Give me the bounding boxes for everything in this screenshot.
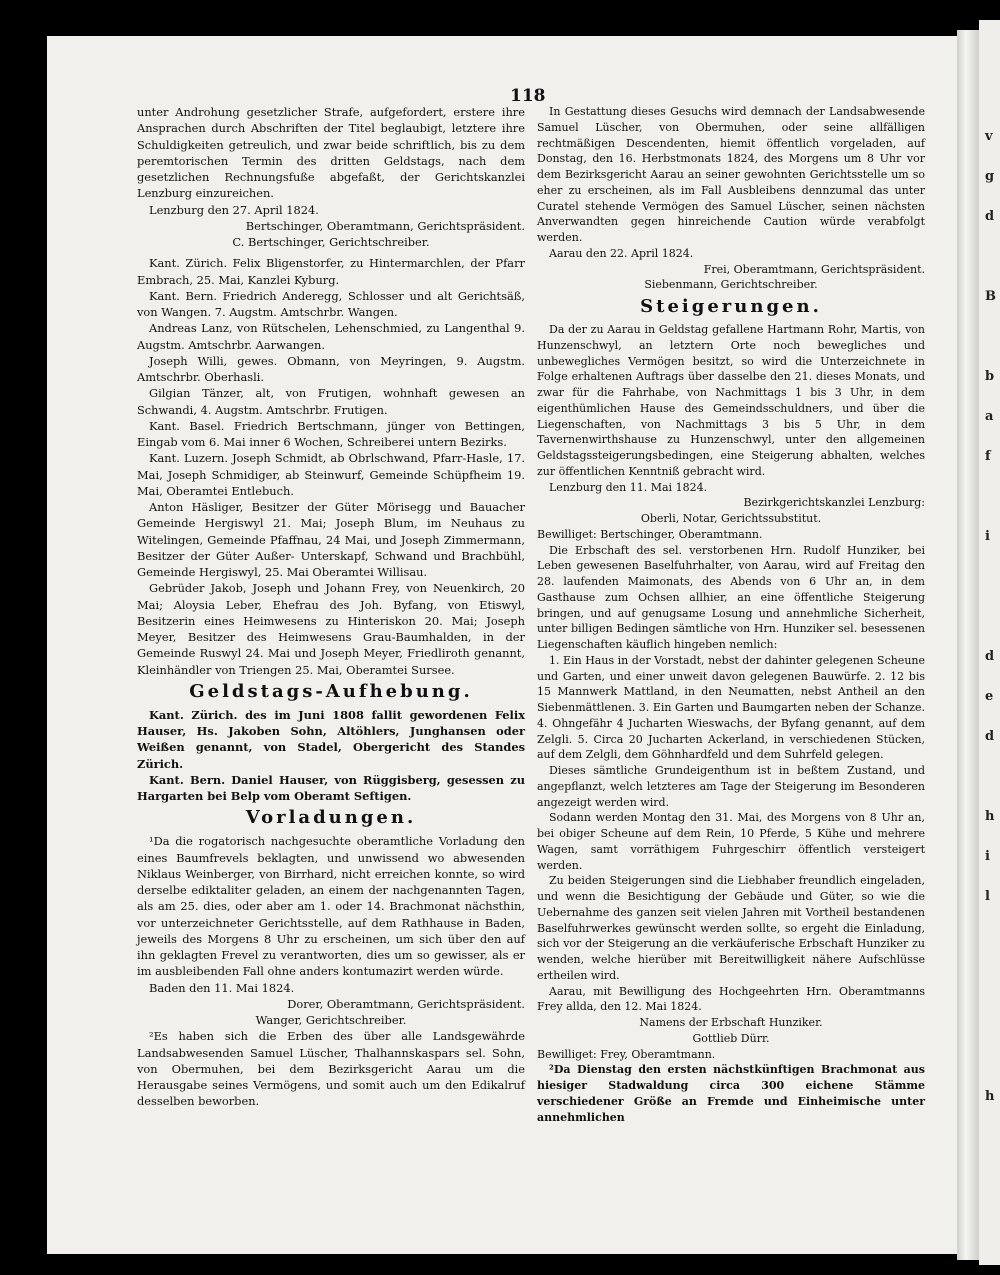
list-item: Kant. Basel. Friedrich Bertschmann, jünger von Bettingen, Eingab vom 6. Mai inner 6 Wochen, Schreiberei untern Bezirks.: [137, 418, 525, 449]
edge-letter: i: [985, 529, 990, 544]
section-heading: Geldstags-Aufhebung.: [189, 680, 473, 702]
edge-letter: a: [985, 409, 994, 424]
notice-paragraph: Aarau, mit Bewilligung des Hochgeehrten Hrn. Oberamtmanns Frey allda, den 12. Mai 1824.: [537, 984, 925, 1014]
list-item: Gebrüder Jakob, Joseph und Johann Frey, von Neuenkirch, 20 Mai; Aloysia Leber, Ehefrau des Joh. Byfang, von Etiswyl, Besitzerin eines Heimwesens zu Hinteriskon 20. Mai; Joseph Meyer, Besitzer des Heimwesens Grau-Baumhalden, in der Gemeinde Ruswyl 24. Mai und Joseph Meyer, Friedliroth genannt, Kleinhändler von Triengen 25. Mai, Oberamtei Sursee.: [137, 581, 525, 677]
list-item: Andreas Lanz, von Rütschelen, Lehenschmied, zu Langenthal 9. Augstm. Amtschrbr. Aarwangen.: [137, 321, 525, 352]
signature: Wanger, Gerichtschreiber.: [255, 1013, 407, 1027]
page-number: 118: [510, 86, 546, 106]
page-fold-shadow: [957, 30, 979, 1260]
edge-letter: d: [985, 649, 995, 664]
edge-letter: h: [985, 809, 995, 824]
left-column: [137, 104, 525, 1110]
edge-letter: h: [985, 1089, 995, 1104]
signature: Bezirkgerichtskanzlei Lenzburg:: [743, 496, 925, 510]
dateline: Lenzburg den 27. April 1824.: [149, 202, 319, 217]
signature: Frei, Oberamtmann, Gerichtspräsident.: [703, 262, 925, 276]
notice-paragraph: Dieses sämtliche Grundeigenthum ist in beßtem Zustand, und angepflanzt, welch letzteres am Tage der Steigerung im Besonderen angezeigt werden wird.: [537, 764, 925, 809]
signature: Dorer, Oberamtmann, Gerichtspräsident.: [287, 996, 525, 1011]
notice-paragraph: Sodann werden Montag den 31. Mai, des Morgens von 8 Uhr an, bei obiger Scheune auf dem Rein, 10 Pferde, 5 Kühe und mehrere Wagen, samt vorräthigem Fuhrgeschirr öffentlich versteigert werden.: [537, 811, 925, 872]
edge-letter: e: [985, 689, 994, 704]
edge-letter: d: [985, 209, 995, 224]
signature: Namens der Erbschaft Hunziker.: [639, 1016, 823, 1029]
list-item: Kant. Luzern. Joseph Schmidt, ab Obrlschwand, Pfarr-Hasle, 17. Mai, Joseph Schmidiger, ab Steinwurf, Gemeinde Schüpfheim 19. Mai, Oberamtei Entlebuch.: [137, 451, 525, 498]
notice-paragraph: 1. Ein Haus in der Vorstadt, nebst der dahinter gelegenen Scheune und Garten, und einer unweit davon gelegenen Bauwürfe. 2. 12 bis 15 Mannwerk Mattland, in den Neumatten, nebst Antheil an den Siebenmättlenen. 3. Ein Garten und Baumgarten neben der Schanze. 4. Ohngefähr 4 Jucharten Wieswachs, der Byfang genannt, auf dem Zelgli. 5. Circa 20 Jucharten Ackerland, in verschiedenen Stücken, auf dem Zelgli, dem Göhnhardfeld und dem Suhrfeld gelegen.: [537, 653, 925, 762]
notice-paragraph: Die Erbschaft des sel. verstorbenen Hrn. Rudolf Hunziker, bei Leben gewesenen Baselfuhrhalter, von Aarau, wird auf Freitag den 28. laufenden Maimonats, des Abends von 6 Uhr an, in dem Gasthause zum Ochsen allhier, an eine öffentliche Steigerung bringen, und auf genugsame Losung und annehmliche Sicherheit, unter billigen Bedingen sämtliche von Hrn. Hunziker sel. besessenen Liegenschaften käuflich hingeben nemlich:: [537, 543, 925, 651]
approval-line: Bewilliget: Bertschinger, Oberamtmann.: [537, 527, 763, 541]
notice-paragraph: ²Da Dienstag den ersten nächstkünftigen Brachmonat aus hiesiger Stadwaldung circa 300 eichene Stämme verschiedener Größe an Fremde und Einheimische unter annehmlichen: [537, 1063, 925, 1124]
notice-paragraph: In Gestattung dieses Gesuchs wird demnach der Landsabwesende Samuel Lüscher, von Obermuhen, oder seine allfälligen rechtmäßigen Descendenten, hiemit öffentlich vorgeladen, auf Donstag, den 16. Herbstmonats 1824, des Morgens um 8 Uhr vor dem Bezirksgericht Aarau an seiner gewohnten Gerichtsstelle um so eher zu erscheinen, als im Fall Ausbleibens dennzumal das unter Curatel stehende Vermögen des Samuel Lüscher, seinen nächsten Anverwandten gegen hinreichende Caution würde verabfolgt werden.: [537, 105, 925, 244]
edge-letter: l: [985, 889, 990, 904]
list-item: Kant. Zürich. Felix Bligenstorfer, zu Hintermarchlen, der Pfarr Embrach, 25. Mai, Kanzlei Kyburg.: [137, 256, 525, 287]
edge-letter: B: [985, 289, 996, 304]
signature: Gottlieb Dürr.: [692, 1031, 770, 1045]
notice-paragraph: Zu beiden Steigerungen sind die Liebhaber freundlich eingeladen, und wenn die Besichtigung der Gebäude und Güter, so wie die Uebernahme des ganzen seit vielen Jahren mit Vortheil bestandenen Baselfuhrwerkes gewünscht werden sollte, so ergeht die Einladung, sich vor der Steigerung an die verkäuferische Erbschaft Hunziker zu wenden, welche hierüber mit Bereitwilligkeit nähere Aufschlüsse ertheilen wird.: [537, 874, 925, 982]
list-item: Joseph Willi, gewes. Obmann, von Meyringen, 9. Augstm. Amtschrbr. Oberhasli.: [137, 353, 525, 384]
adjacent-page-strip: [979, 20, 1000, 1265]
list-item: Kant. Bern. Daniel Hauser, von Rüggisberg, gesessen zu Hargarten bei Belp vom Oberamt Seftigen.: [137, 772, 525, 803]
section-heading: Vorladungen.: [245, 807, 417, 829]
right-column: [537, 104, 925, 1125]
geldstag-intro: unter Androhung gesetzlicher Strafe, aufgefordert, erstere ihre Ansprachen durch Abschriften der Titel beglaubigt, letztere ihre Schuldigkeiten getreulich, und zwar beide schriftlich, bis zu dem peremtorischen Termin des dritten Geldstags, nach dem gesetzlichen Rechnungsfuße abgefaßt, der Gerichtskanzlei Lenzburg einzureichen.: [137, 105, 525, 201]
list-item: Gilgian Tänzer, alt, von Frutigen, wohnhaft gewesen an Schwandi, 4. Augstm. Amtschrbr. Frutigen.: [137, 386, 525, 417]
list-item: Anton Häsliger, Besitzer der Güter Mörisegg und Bauacher Gemeinde Hergiswyl 21. Mai; Joseph Blum, im Neuhaus zu Witelingen, Gemeinde Pfaffnau, 24 Mai, und Joseph Zimmermann, Besitzer der Güter Außer- Unterskapf, Schwand und Brachbühl, Gemeinde Hergiswyl, 25. Mai Oberamtei Willisau.: [137, 500, 525, 579]
signature: Bertschinger, Oberamtmann, Gerichtspräsident.: [245, 218, 525, 233]
edge-letter: d: [985, 729, 995, 744]
edge-letter: g: [985, 169, 995, 184]
signature: Oberli, Notar, Gerichtssubstitut.: [640, 512, 822, 525]
dateline: Aarau den 22. April 1824.: [549, 246, 694, 260]
list-item: Kant. Bern. Friedrich Anderegg, Schlosser und alt Gerichtsäß, von Wangen. 7. Augstm. Amtschrbr. Wangen.: [137, 288, 525, 319]
edge-letter: f: [985, 449, 991, 464]
dateline: Lenzburg den 11. Mai 1824.: [549, 480, 708, 494]
dateline: Baden den 11. Mai 1824.: [149, 980, 295, 995]
edge-letter: i: [985, 849, 990, 864]
edge-letter: b: [985, 369, 995, 384]
edge-letter: v: [985, 129, 993, 144]
notice-paragraph: ²Es haben sich die Erben des über alle Landsgewährde Landsabwesenden Samuel Lüscher, Thalhannskaspars sel. Sohn, von Obermuhen, bei dem Bezirksgericht Aarau um die Herausgabe seines Vermögens, und somit auch um den Edikalruf desselben beworben.: [137, 1029, 525, 1109]
section-heading: Steigerungen.: [640, 296, 822, 317]
list-item: Kant. Zürich. des im Juni 1808 fallit gewordenen Felix Hauser, Hs. Jakoben Sohn, Altöhlers, Junghansen oder Weißen genannt, von Stadel, Obergericht des Standes Zürich.: [137, 707, 525, 771]
signature: Siebenmann, Gerichtschreiber.: [644, 278, 818, 292]
notice-paragraph: Da der zu Aarau in Geldstag gefallene Hartmann Rohr, Martis, von Hunzenschwyl, an letztern Orte noch bewegliches und unbewegliches Vermögen besitzt, so wird die Unterzeichnete in Folge erhaltenen Auftrags über dasselbe den 21. dieses Monats, und zwar für die Fahrhabe, von Nachmittags 1 bis 3 Uhr, in dem eigenthümlichen Hause des Gemeindsschuldners, und über die Liegenschaften, von Nachmittags 3 bis 5 Uhr, in dem Tavernenwirthshause zu Hunzenschwyl, unter den allgemeinen Geldstagssteigerungsbedingen, eine Steigerung abhalten, welches zur öffentlichen Kenntniß gebracht wird.: [537, 323, 925, 478]
notice-paragraph: ¹Da die rogatorisch nachgesuchte oberamtliche Vorladung den eines Baumfrevels beklagten, und unwissend wo abwesenden Niklaus Weinberger, von Birrhard, nicht erreichen konnte, so wird derselbe ediktaliter geladen, an einem der nachgenannten Tagen, als am 25. dies, oder aber am 1. oder 14. Brachmonat nächsthin, vor unterzeichneter Gerichtsstelle, auf dem Rathhause in Baden, jeweils des Morgens 8 Uhr zu erscheinen, um sich über den auf ihn geklagten Frevel zu verantworten, dies um so gewisser, als er im ausbleibenden Fall ohne anders kontumazirt werden würde.: [137, 834, 525, 979]
signature: C. Bertschinger, Gerichtschreiber.: [232, 235, 430, 249]
approval-line: Bewilliget: Frey, Oberamtmann.: [537, 1047, 716, 1061]
